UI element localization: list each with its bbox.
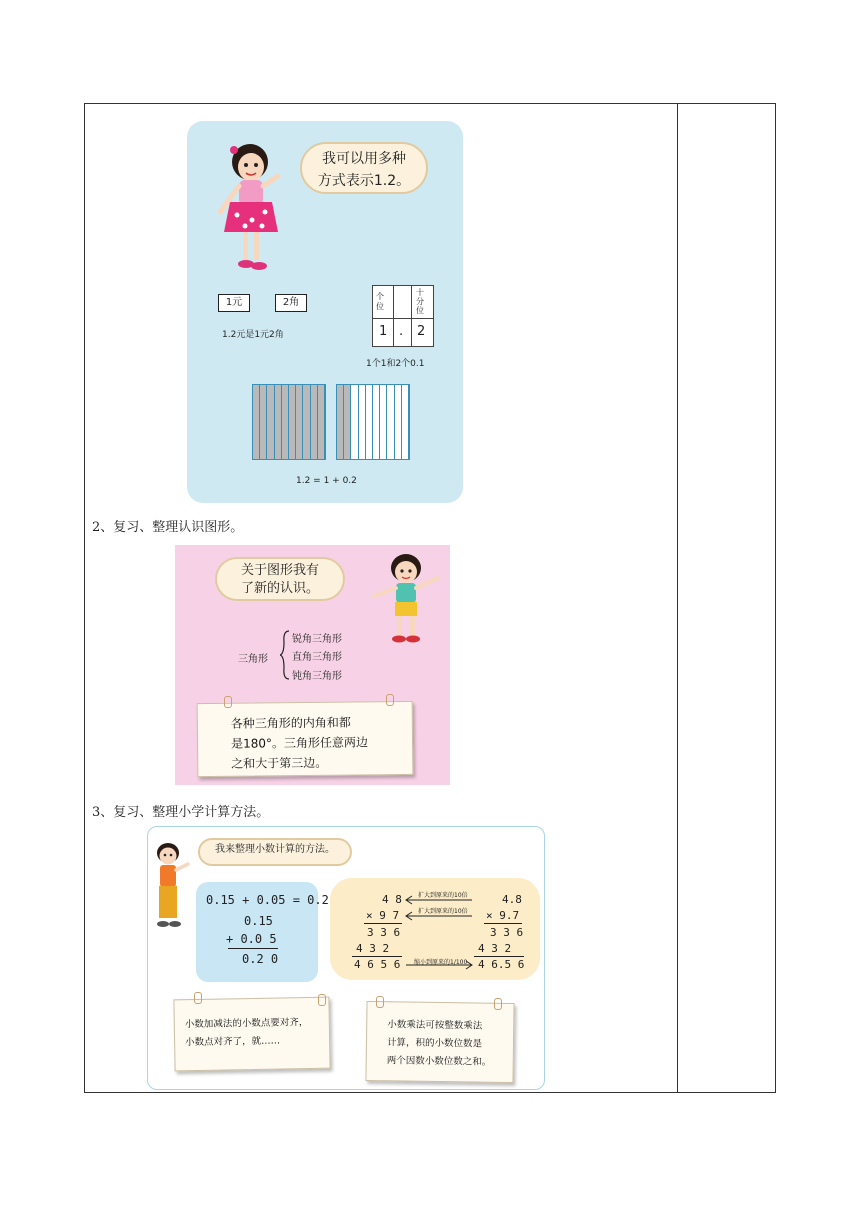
place-value-caption: 1个1和2个0.1 <box>366 359 425 369</box>
arrow-label: 扩大到原来的10倍 <box>418 892 468 899</box>
grid-strip <box>395 385 402 459</box>
section-heading-shapes: 2、复习、整理认识图形。 <box>92 520 244 535</box>
grid-strip <box>267 385 274 459</box>
grid-strip <box>311 385 318 459</box>
grid-strip <box>344 385 351 459</box>
grid-strip <box>318 385 325 459</box>
note-line: 计算，积的小数位数是 <box>386 1037 483 1050</box>
boy-illustration <box>368 550 444 646</box>
tenths-header: 十分位 <box>416 288 424 315</box>
girl-illustration <box>212 140 290 275</box>
paper-clip-icon <box>376 996 384 1008</box>
bubble-line: 了新的认识。 <box>240 581 319 596</box>
mult-left-rule2 <box>352 956 402 957</box>
grid-strip <box>366 385 373 459</box>
note-line: 小数点对齐了，就…… <box>185 1035 281 1049</box>
ones-digit: 1 <box>379 324 388 339</box>
grid-strip <box>337 385 344 459</box>
speech-bubble: 我来整理小数计算的方法。 <box>198 838 352 866</box>
bubble-line: 方式表示1.2。 <box>317 173 411 189</box>
addition-rule-note <box>173 997 330 1072</box>
mult-left-a: 4 8 <box>382 893 402 906</box>
mult-right-rule2 <box>474 956 524 957</box>
mult-left-p2: 4 3 2 <box>356 942 390 955</box>
grid-strip <box>351 385 358 459</box>
mult-right-b: × 9.7 <box>486 909 520 922</box>
paper-clip-icon <box>224 696 232 708</box>
grid-two-tenths <box>336 384 410 460</box>
decimal-point: . <box>399 324 404 339</box>
note-line: 小数加减法的小数点要对齐， <box>184 1017 309 1031</box>
triangle-type: 直角三角形 <box>292 652 342 663</box>
note-line: 各种三角形的内角和都 <box>230 715 351 731</box>
mult-left-p1: 3 3 6 <box>367 926 401 939</box>
grid-strip <box>289 385 296 459</box>
grid-strip <box>260 385 267 459</box>
mult-right-p2: 4 3 2 <box>478 942 512 955</box>
mult-right-p1: 3 3 6 <box>490 926 524 939</box>
speech-bubble <box>300 142 428 194</box>
multiplication-rule-note <box>365 1001 514 1083</box>
grid-strip <box>373 385 380 459</box>
grid-strip <box>359 385 366 459</box>
section-heading-calculation: 3、复习、整理小学计算方法。 <box>92 805 270 820</box>
bubble-line: 我可以用多种 <box>322 151 406 167</box>
grid-strip <box>282 385 289 459</box>
paper-clip-icon <box>494 998 502 1010</box>
note-line: 是180°。三角形任意两边 <box>230 735 369 751</box>
mult-right-a: 4.8 <box>502 893 522 906</box>
grid-strip <box>387 385 394 459</box>
mult-right-result: 4 6.5 6 <box>478 958 525 971</box>
grid-strip <box>380 385 387 459</box>
note-line: 之和大于第三边。 <box>231 755 328 771</box>
tenths-digit: 2 <box>417 324 426 339</box>
mult-left-b: × 9 7 <box>366 909 400 922</box>
speech-bubble <box>215 557 345 601</box>
ones-header: 个位 <box>376 292 384 311</box>
money-jiao-ticket: 2角 <box>275 294 307 312</box>
money-yuan-ticket: 1元 <box>218 294 250 312</box>
triangle-facts-note <box>197 701 414 777</box>
addition-line2: + 0.0 5 <box>226 932 277 946</box>
mult-left-result: 4 6 5 6 <box>354 958 401 971</box>
paper-clip-icon <box>386 694 394 706</box>
triangle-label: 三角形 <box>238 654 268 665</box>
note-line: 两个因数小数位数之和。 <box>386 1055 492 1068</box>
grid-strip <box>253 385 260 459</box>
grid-one-whole <box>252 384 326 460</box>
note-line: 小数乘法可按整数乘法 <box>387 1019 483 1032</box>
addition-line1: 0.15 <box>244 914 273 928</box>
grid-equation: 1.2 = 1 + 0.2 <box>296 476 357 486</box>
grid-strip <box>275 385 282 459</box>
paper-clip-icon <box>194 992 202 1004</box>
grid-strip <box>303 385 310 459</box>
mult-left-rule <box>364 923 402 924</box>
grid-strip <box>296 385 303 459</box>
bubble-line: 关于图形我有 <box>240 563 319 578</box>
boy-illustration <box>150 840 192 932</box>
triangle-type: 钝角三角形 <box>292 671 342 682</box>
addition-equation: 0.15 + 0.05 = 0.2 <box>206 893 329 907</box>
arrow-label: 缩小到原来的1/100 <box>414 959 468 966</box>
paper-clip-icon <box>318 994 326 1006</box>
mult-right-rule <box>484 923 522 924</box>
grid-strip <box>402 385 409 459</box>
addition-result: 0.2 0 <box>242 952 279 966</box>
place-value-chart <box>372 285 434 347</box>
triangle-type: 锐角三角形 <box>292 634 342 645</box>
money-caption: 1.2元是1元2角 <box>222 330 284 340</box>
addition-rule <box>228 948 278 949</box>
column-divider <box>677 103 678 1093</box>
brace-icon <box>280 630 290 680</box>
arrow-label: 扩大到原来的10倍 <box>418 908 468 915</box>
